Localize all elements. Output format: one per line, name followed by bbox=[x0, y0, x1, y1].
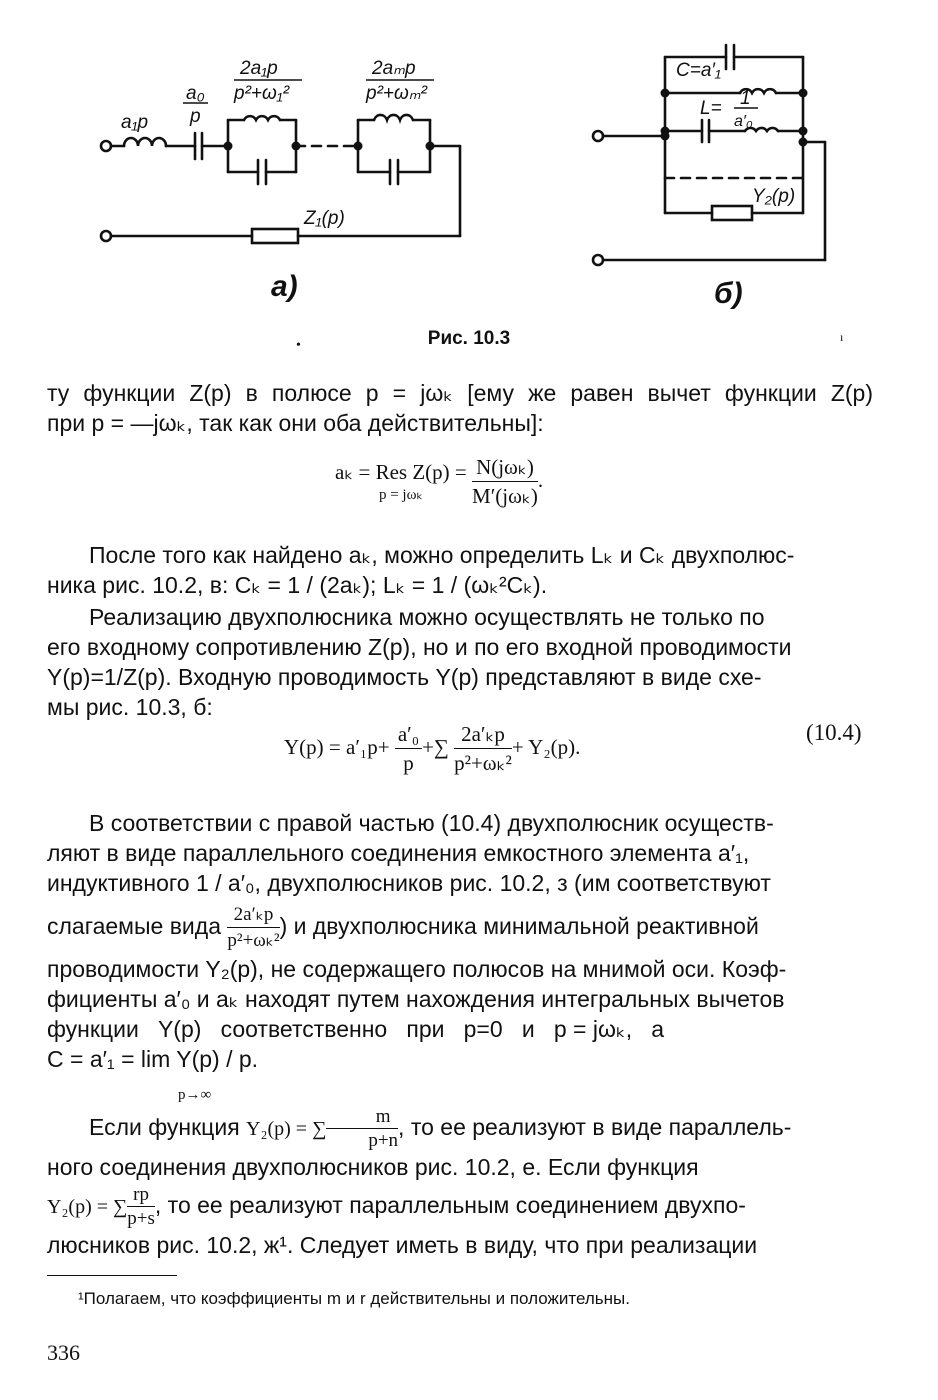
footnote: ¹Полагаем, что коэффициенты m и r действительны и положительны. bbox=[78, 1289, 630, 1308]
text-line: фициенты a′₀ и aₖ находят путем нахождения интегральных вычетов bbox=[47, 986, 785, 1012]
label-branchm-num: 2aₘp bbox=[372, 58, 416, 79]
text-fragment: ) и двухполюсника минимальной реактивной bbox=[279, 913, 759, 939]
formula-10-4 bbox=[284, 722, 580, 776]
formula2-f1-num: a′₀ bbox=[395, 722, 422, 749]
text-line: его входному сопротивлению Z(p), но и по его входной проводимости bbox=[47, 634, 792, 660]
label-l-lhs: L= bbox=[700, 98, 722, 119]
terminal-b-bottom bbox=[593, 255, 603, 265]
inductor-branchm bbox=[374, 115, 413, 120]
label-branchm-den: p²+ωₘ² bbox=[366, 83, 427, 104]
text-line: ного соединения двухполюсников рис. 10.2, е. Если функция bbox=[47, 1154, 699, 1180]
text-line: В соответствии с правой частью (10.4) двухполюсник осуществ- bbox=[89, 810, 774, 836]
formula2-f1-den: p bbox=[403, 751, 414, 775]
paragraph-3 bbox=[47, 602, 873, 722]
text-line: проводимости Y₂(p), не содержащего полюсов на мнимой оси. Коэф- bbox=[47, 956, 787, 982]
resistor-y2 bbox=[712, 206, 752, 220]
inline-frac-den: p+s bbox=[127, 1207, 155, 1229]
formula2-tail: + Y₂(p). bbox=[511, 734, 581, 759]
text-line: Реализацию двухполюсника можно осуществлять не только по bbox=[89, 604, 765, 630]
label-branch1-num: 2a₁p bbox=[240, 58, 278, 79]
text-line: ляют в виде параллельного соединения емкостного элемента a′₁, bbox=[47, 840, 750, 866]
terminal-a-top bbox=[101, 141, 111, 151]
text-line: ту функции Z(p) в полюсе p = jωₖ [ему же равен вычет функции Z(p) bbox=[47, 380, 873, 406]
text-fragment: Y₂(p) = ∑ bbox=[47, 1196, 128, 1218]
formula2-f2-den: p²+ωₖ² bbox=[454, 751, 512, 775]
limit-sub: p→∞ bbox=[178, 1087, 212, 1103]
text-line-inline-frac bbox=[47, 1182, 873, 1230]
resistor-z1 bbox=[252, 229, 298, 243]
text-line: функции Y(p) соответственно при p=0 и p = jωₖ, а bbox=[47, 1016, 665, 1042]
circuit-diagrams bbox=[0, 0, 938, 330]
paragraph-1 bbox=[47, 378, 873, 438]
formula-tail: . bbox=[537, 467, 544, 492]
sublabel-a: a) bbox=[271, 270, 298, 303]
label-c: C=a′₁ bbox=[676, 60, 721, 81]
text-fragment: Если функция bbox=[89, 1114, 240, 1140]
text-line: C = a′₁ = lim Y(p) / p. bbox=[47, 1046, 259, 1072]
stray-dot: • bbox=[296, 338, 301, 353]
figure-10-3 bbox=[0, 0, 938, 330]
paragraph-2 bbox=[47, 540, 873, 600]
label-branch1-den: p²+ω₁² bbox=[234, 83, 290, 104]
paragraph-5 bbox=[47, 1104, 873, 1260]
terminal-a-bottom bbox=[101, 231, 111, 241]
footnote-rule bbox=[47, 1275, 177, 1276]
inline-frac-den: p+n bbox=[368, 1129, 399, 1151]
text-line: мы рис. 10.3, б: bbox=[47, 694, 213, 720]
inline-frac-num: rp bbox=[127, 1185, 155, 1207]
text-fragment: , то ее реализуют в виде параллель- bbox=[398, 1114, 792, 1140]
formula2-lhs: Y(p) = a′₁p+ bbox=[284, 734, 390, 759]
label-a0-num: a₀ bbox=[186, 83, 205, 104]
terminal-b-top bbox=[593, 131, 603, 141]
formula-lhs: aₖ = Res Z(p) = bbox=[335, 460, 467, 484]
text-line: Y(p)=1/Z(p). Входную проводимость Y(p) представляют в виде схе- bbox=[47, 664, 762, 690]
text-line-inline-frac bbox=[47, 898, 873, 954]
text-line: люсников рис. 10.2, ж¹. Следует иметь в виду, что при реализации bbox=[47, 1232, 758, 1258]
label-z1: Z₁(p) bbox=[304, 208, 345, 229]
label-a1p: a₁p bbox=[121, 112, 149, 133]
inductor-branch1 bbox=[244, 116, 280, 120]
text-line-inline-frac bbox=[47, 1104, 873, 1152]
stray-mark: ı bbox=[840, 330, 844, 344]
formula-num: N(jωₖ) bbox=[472, 455, 538, 482]
inline-frac-num: m bbox=[326, 1107, 398, 1129]
formula-residue bbox=[335, 455, 543, 509]
inline-frac-num: 2a′ₖp bbox=[227, 904, 279, 928]
page-number: 336 bbox=[47, 1340, 80, 1365]
label-l-num: 1 bbox=[740, 88, 751, 109]
circuit-a bbox=[101, 115, 460, 243]
text-fragment: , то ее реализуют параллельным соединением двухпо- bbox=[154, 1192, 746, 1218]
formula-den: M′(jωₖ) bbox=[472, 484, 538, 508]
text-fragment: слагаемые вида bbox=[47, 913, 221, 939]
formula2-sum: +∑ bbox=[422, 734, 449, 759]
label-a0-den: p bbox=[190, 106, 201, 127]
paragraph-4 bbox=[47, 808, 873, 1074]
text-line: После того как найдено aₖ, можно определить Lₖ и Cₖ двухполюс- bbox=[89, 542, 795, 568]
text-line: при p = —jωₖ, так как они оба действительны]: bbox=[47, 410, 544, 436]
label-l-den: a′₀ bbox=[734, 113, 753, 130]
figure-caption: Рис. 10.3 bbox=[427, 328, 511, 349]
label-y2: Y₂(p) bbox=[752, 186, 796, 207]
equation-number: (10.4) bbox=[806, 720, 862, 745]
text-line: ника рис. 10.2, в: Cₖ = 1 / (2aₖ); Lₖ = 1 / (ωₖ²Cₖ). bbox=[47, 572, 548, 598]
inline-frac-den: p²+ωₖ² bbox=[227, 929, 280, 951]
formula-sub: p = jωₖ bbox=[378, 487, 423, 503]
formula2-f2-num: 2a′ₖp bbox=[454, 722, 512, 749]
text-fragment: Y₂(p) = ∑ bbox=[246, 1118, 327, 1140]
inductor-a1p bbox=[124, 138, 166, 146]
text-line: индуктивного 1 / a′₀, двухполюсников рис. 10.2, з (им соответствуют bbox=[47, 870, 771, 896]
sublabel-b: б) bbox=[714, 277, 743, 310]
